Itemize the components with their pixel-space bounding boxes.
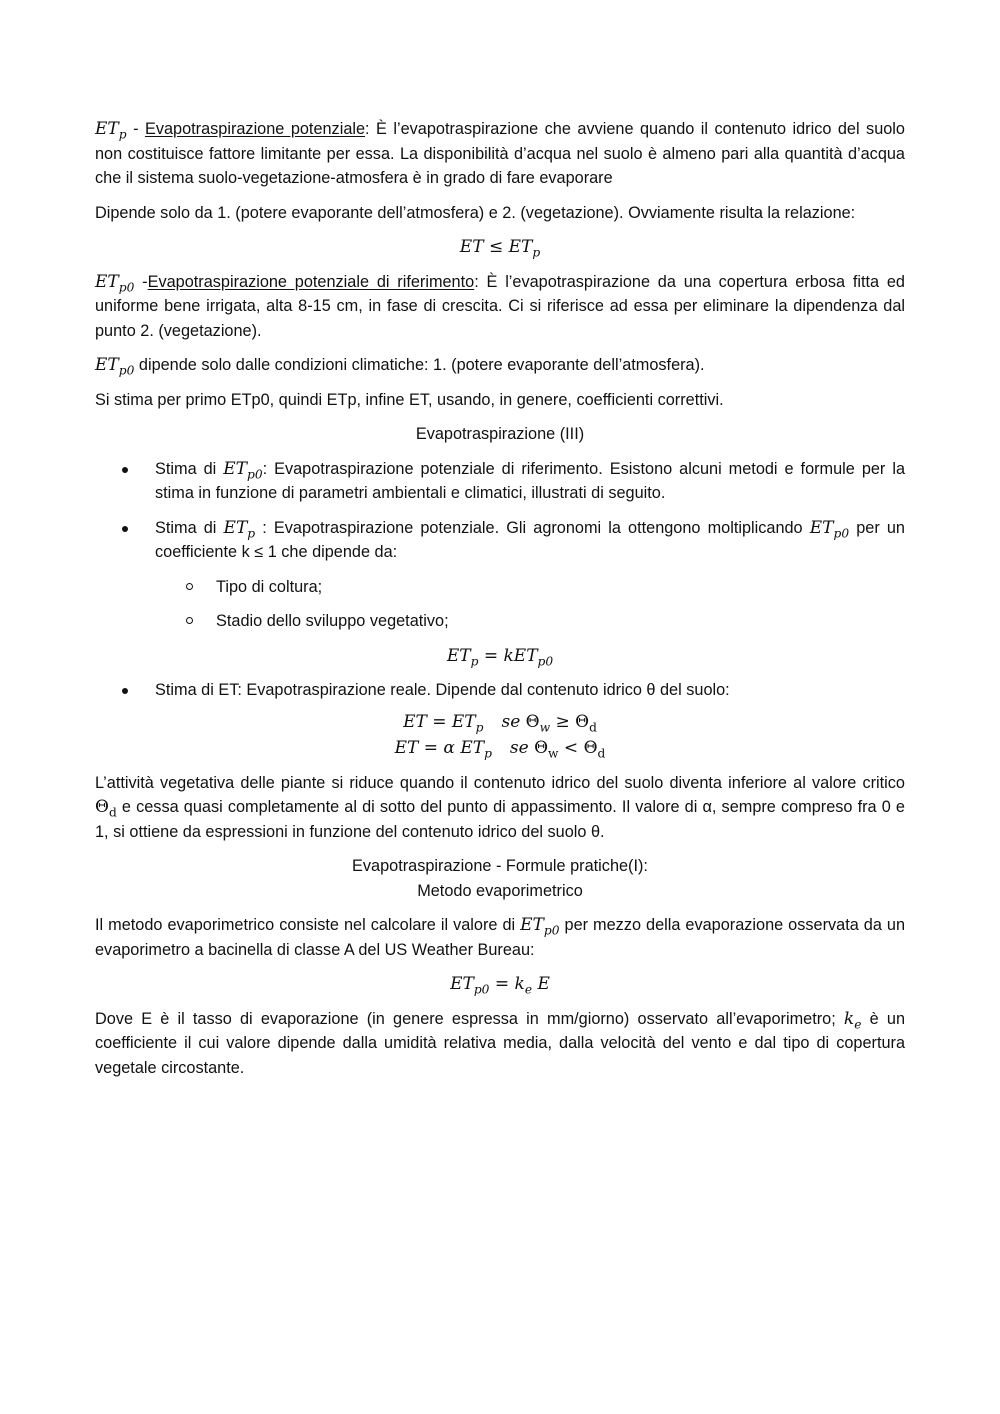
etp0-symbol: $ET_{p0}$ (809, 517, 850, 540)
etp-symbol: $ET_p$ (223, 517, 256, 540)
equations-et-reale (95, 709, 905, 761)
equation-et-le-etp: ET ≤ $ET_p$ (459, 237, 541, 260)
stima-et-list (95, 678, 905, 703)
etp0-symbol: $ET_{p0}$ (520, 915, 560, 938)
equation-et-alpha-etp: ET = α $ET_p$ se $\Theta_w < \Theta_d$ (394, 737, 606, 760)
ke-symbol: $k_e$ (843, 1008, 862, 1031)
bullet-icon (122, 688, 128, 694)
paragraph-dove-e: Dove E è il tasso di evaporazione (in genere espressa in mm/giorno) osservato all’evaporimetro; $k_e$ è un coefficiente il cui valore dipende dalla umidità relativa media, dalla velocità del vento e dal tipo di copertura vegetale circostante. (95, 1008, 905, 1077)
heading-line-metodo: Metodo evaporimetrico (417, 881, 583, 900)
equation-et-equals-etp: ET = $ET_p$ se $\Theta_w \ge \Theta_d$ (403, 711, 597, 734)
circle-bullet-icon (186, 617, 193, 624)
list-item-tipo-coltura: Tipo di coltura; (95, 575, 905, 600)
bullet-icon (122, 467, 128, 473)
list-item-stima-et: Stima di ET: Evapotraspirazione reale. Dipende dal contenuto idrico θ del suolo: (95, 678, 905, 703)
paragraph-etp-definition: $ET_p$ - Evapotraspirazione potenziale: È l’evapotraspirazione che avviene quando il contenuto idrico del suolo non costituisce fattore limitante per essa. La disponibilità d’acqua nel suolo è almeno pari alla quantità d’acqua che il sistema suolo-vegetazione-atmosfera è in grado di fare evaporare (95, 119, 905, 187)
etp-symbol: $ET_p$ (95, 119, 127, 142)
term-evapotraspirazione-riferimento: Evapotraspirazione potenziale di riferimento (147, 272, 475, 291)
list-item-stima-etp: Stima di $ET_p$ : Evapotraspirazione potenziale. Gli agronomi la ottengono moltiplicando $ET_{p0}$ per un coefficiente k ≤ 1 che dipende da: (95, 516, 905, 565)
equation-etp0-ke-e: $ET_{p0} = k_e$ E (450, 974, 550, 997)
list-item-stima-etp0: Stima di $ET_{p0}$: Evapotraspirazione potenziale di riferimento. Esistono alcuni metodi e formule per la stima in funzione di parametri ambientali e climatici, illustrati di seguito. (95, 457, 905, 506)
stima-list (95, 457, 905, 565)
heading-line-formule: Evapotraspirazione - Formule pratiche(I): (352, 857, 648, 875)
document-page (95, 117, 905, 1090)
coefficient-factors-list (95, 575, 905, 634)
paragraph-metodo-evaporimetrico: Il metodo evaporimetrico consiste nel calcolare il valore di $ET_{p0}$ per mezzo della evaporazione osservata da un evaporimetro a bacinella di classe A del US Weather Bureau: (95, 915, 905, 959)
etp0-symbol: $ET_{p0}$ (95, 271, 135, 294)
paragraph-attivita-vegetativa: L’attività vegetativa delle piante si riduce quando il contenuto idrico del suolo diventa inferiore al valore critico $\Theta_d$ e cessa quasi completamente al di sotto del punto di appassimento. Il valore di α, sempre compreso fra 0 e 1, si ottiene da espressioni in funzione del contenuto idrico del suolo θ. (95, 773, 905, 841)
bullet-icon (122, 526, 128, 532)
etp0-symbol: $ET_{p0}$ (223, 458, 263, 481)
etp0-symbol: $ET_{p0}$ (95, 355, 135, 378)
paragraph-etp0-definition: $ET_{p0}$ -Evapotraspirazione potenziale di riferimento: È l’evapotraspirazione da una copertura erbosa fitta ed uniforme bene irrigata, alta 8-15 cm, in fase di crescita. Ci si riferisce ad essa per eliminare la dipendenza dal punto 2. (vegetazione). (95, 271, 905, 340)
section-heading-formule-pratiche (95, 854, 905, 903)
paragraph-dipende: Dipende solo da 1. (potere evaporante dell’atmosfera) e 2. (vegetazione). Ovviamente risulta la relazione: (95, 203, 856, 222)
theta-d-symbol: $\Theta_d$ (95, 797, 117, 820)
paragraph-stima-order: Si stima per primo ETp0, quindi ETp, infine ET, usando, in genere, coefficienti correttivi. (95, 390, 724, 409)
list-item-stadio-sviluppo: Stadio dello sviluppo vegetativo; (95, 609, 905, 634)
term-evapotraspirazione-potenziale: Evapotraspirazione potenziale (144, 120, 366, 138)
circle-bullet-icon (186, 583, 193, 590)
section-heading-evapotraspirazione-iii: Evapotraspirazione (III) (415, 425, 585, 443)
paragraph-etp0-climatic: $ET_{p0}$ dipende solo dalle condizioni climatiche: 1. (potere evaporante dell’atmosfera). (95, 355, 705, 378)
equation-etp-k-etp0: $ET_p = kET_{p0}$ (446, 645, 554, 668)
